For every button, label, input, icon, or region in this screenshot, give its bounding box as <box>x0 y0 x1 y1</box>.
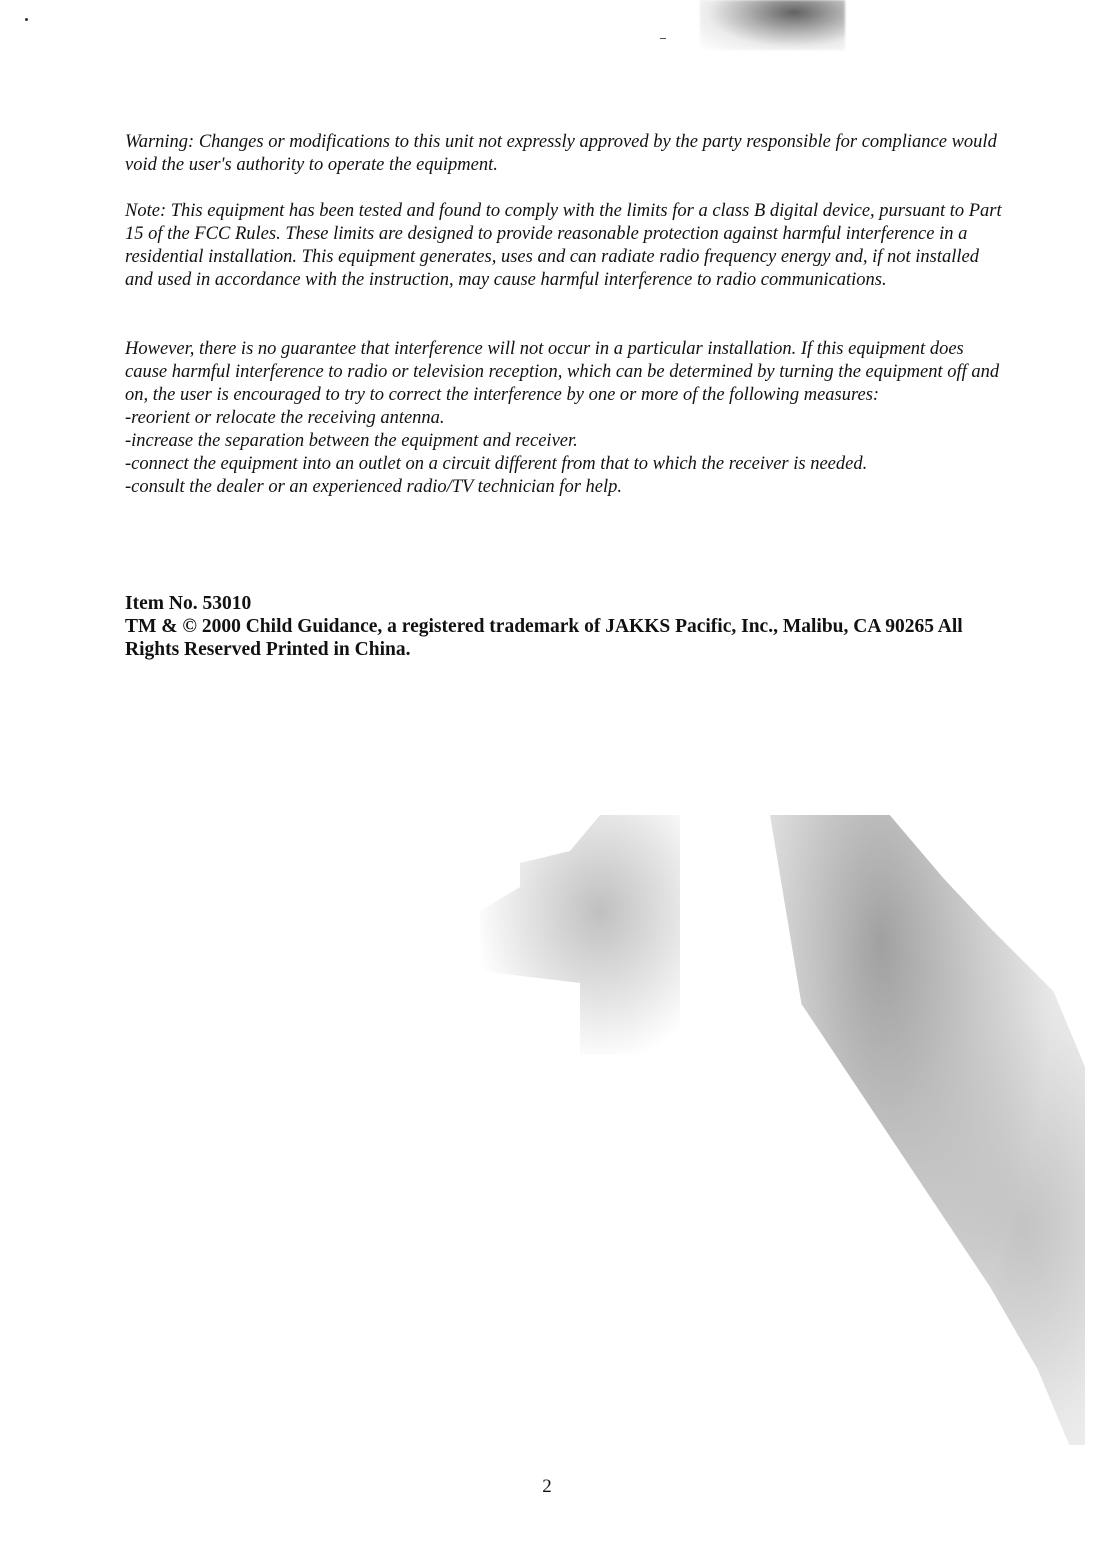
item-number: Item No. 53010 <box>125 593 252 614</box>
warning-text: Warning: Changes or modifications to this unit not expressly approved by the party responsible for compliance would void the user's authority to operate the equipment. <box>125 132 997 175</box>
measure-item: -consult the dealer or an experienced radio/TV technician for help. <box>125 477 622 497</box>
scan-artifact-top <box>700 0 845 50</box>
scan-speck <box>25 18 28 21</box>
copyright-notice: TM & © 2000 Child Guidance, a registered trademark of JAKKS Pacific, Inc., Malibu, CA 90265 All Rights Reserved Printed in China. <box>125 616 963 660</box>
page-number: 2 <box>542 1476 552 1497</box>
measure-item: -reorient or relocate the receiving antenna. <box>125 408 445 428</box>
measure-item: -increase the separation between the equipment and receiver. <box>125 431 578 451</box>
scan-artifact-shadow <box>480 815 680 1055</box>
measure-item: -connect the equipment into an outlet on a circuit different from that to which the receiver is needed. <box>125 454 868 474</box>
note-text: Note: This equipment has been tested and found to comply with the limits for a class B digital device, pursuant to Part 15 of the FCC Rules. These limits are designed to provide reasonable protection against harmful interference in a residential installation. This equipment generates, uses and can radiate radio frequency energy and, if not installed and used in accordance with the instruction, may cause harmful interference to radio communications. <box>125 201 1002 290</box>
scan-speck <box>660 38 666 39</box>
warning-paragraph <box>125 131 1005 177</box>
interference-paragraph <box>125 338 1005 499</box>
interference-text: However, there is no guarantee that interference will not occur in a particular installation. If this equipment does cause harmful interference to radio or television reception, which can be determined by turning the equipment off and on, the user is encouraged to try to correct the interference by one or more of the following measures: <box>125 339 1000 405</box>
note-paragraph <box>125 200 1005 292</box>
product-info <box>125 592 1015 661</box>
scan-artifact-shadow <box>770 815 1085 1445</box>
